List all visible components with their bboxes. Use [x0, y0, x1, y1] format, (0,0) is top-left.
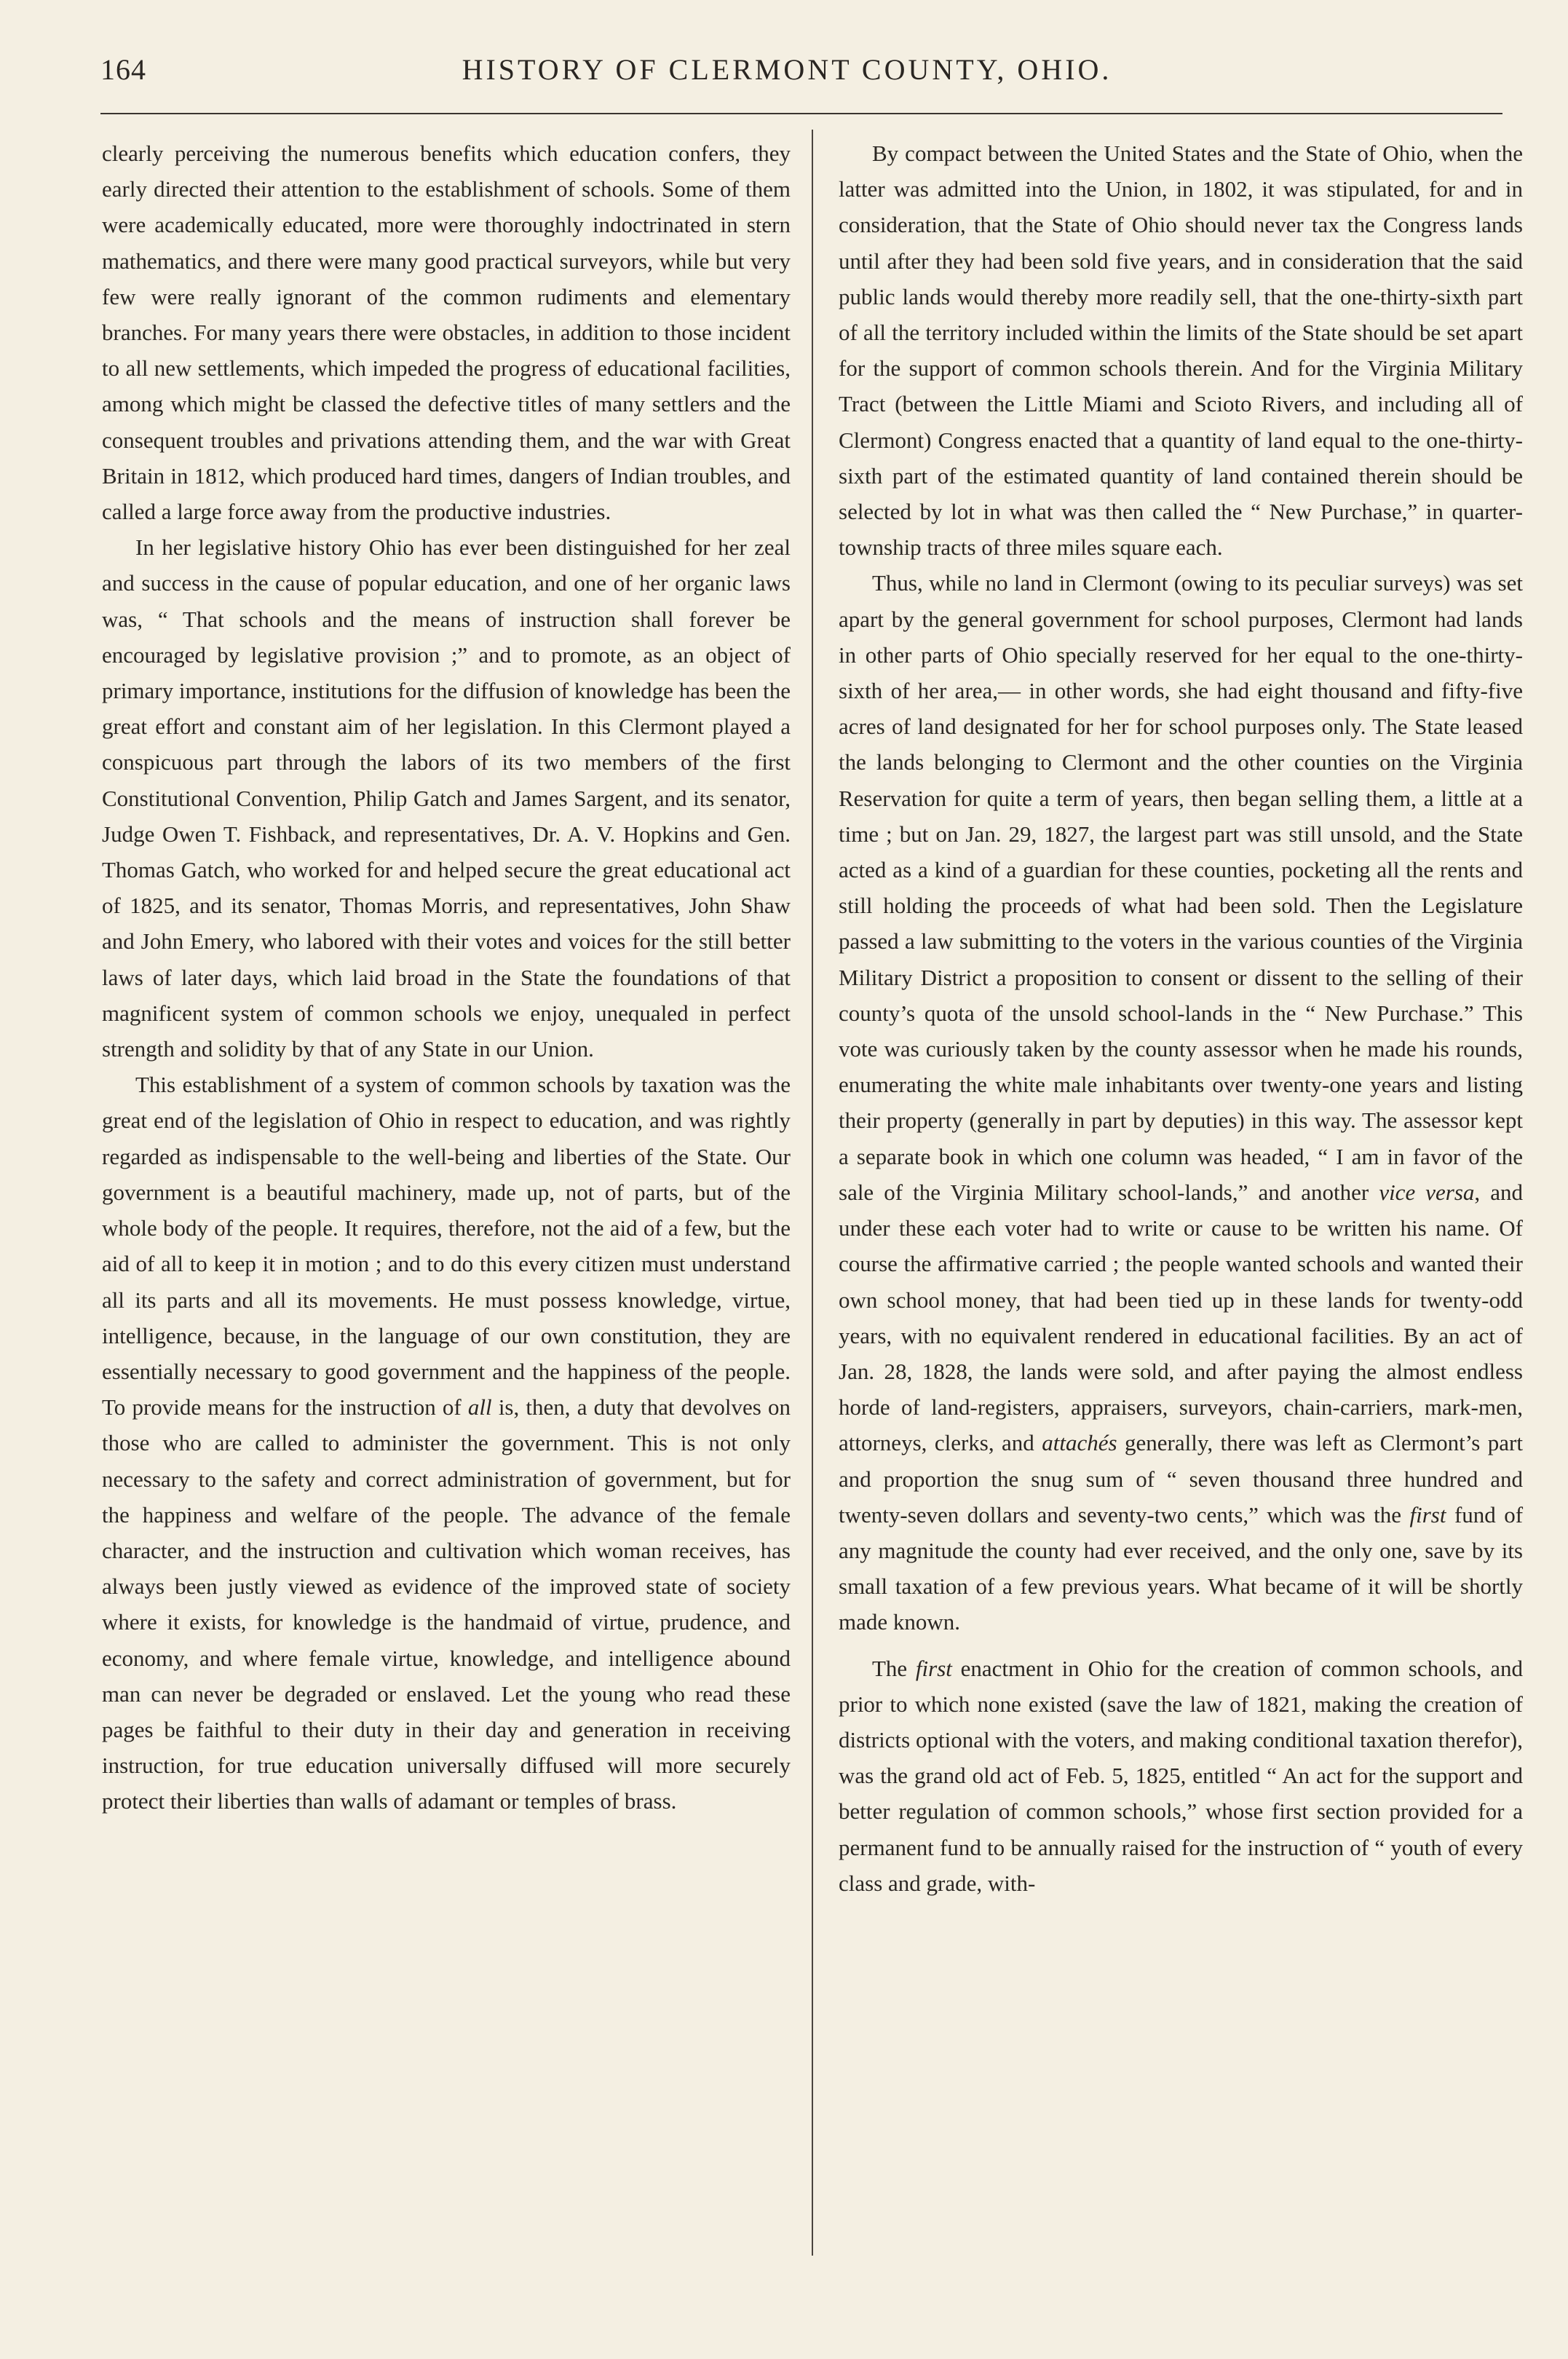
text-run: The	[872, 1655, 908, 1681]
running-head	[100, 52, 1473, 103]
header-rule	[100, 113, 1502, 114]
text-run: This establishment of a system of common schools by taxation was the great end of the legislation of Ohio in respect to education, and was rightly regarded as indispensable to the well-being and liberties of the State. Our government is a beautiful machinery, made up, not of parts, but of the whole body of the people. It requires, therefore, not the aid of a few, but the aid of all to keep it in motion ; and to do this every citizen must understand all its parts and all its movements. He must possess knowledge, virtue, intelligence, because, in the language of our own constitution, they are essentially necessary to good government and the happiness of the people. To provide means for the instruction of	[102, 1072, 791, 1420]
page-number: 164	[100, 53, 146, 86]
right-column	[839, 135, 1523, 1901]
italic-text: vice versa	[1379, 1179, 1475, 1205]
paragraph-compact-1802: By compact between the United States and the State of Ohio, when the latter was admitted into the Union, in 1802, it was stipulated, for and in consideration, that the State of Ohio should never tax the Congress lands until after they had been sold five years, and in consideration that the said public lands would thereby more readily sell, that the one-thirty-sixth part of all the territory included within the limits of the State should be set apart for the support of common schools therein. And for the Virginia Military Tract (between the Little Miami and Scioto Rivers, and including all of Clermont) Congress enacted that a quantity of land equal to the one-thirty-sixth part of the estimated quantity of land contained therein should be selected by lot in what was then called the “ New Purchase,” in quarter-township tracts of three miles square each.	[839, 141, 1523, 561]
text-run: , and under these each voter had to write or cause to be written his name. Of course the affirmative carried ; the people wanted schools and wanted their own school money, that had been tied up in these lands for twenty-odd years, with no equivalent rendered in educational facilities. By an act of Jan. 28, 1828, the lands were sold, and after paying the almost endless horde of land-registers, appraisers, surveyors, chain-carriers, mark-men, attorneys, clerks, and	[839, 1179, 1524, 1456]
italic-text: all	[467, 1394, 492, 1420]
column-divider	[812, 130, 813, 2256]
italic-text: first	[1409, 1501, 1446, 1528]
italic-text: first	[915, 1655, 952, 1681]
left-column	[102, 135, 791, 1819]
paragraph-education-benefits: clearly perceiving the numerous benefits which education confers, they early directed their attention to the establishment of schools. Some of them were academically educated, more were thoroughly indoctrinated in stern mathematics, and there were many good practical surveyors, while but very few were really ignorant of the common rudiments and elementary branches. For many years there were obstacles, in addition to those incident to all new settlements, which impeded the progress of educational facilities, among which might be classed the defective titles of many settlers and the consequent troubles and privations attending them, and the war with Great Britain in 1812, which produced hard times, dangers of Indian troubles, and called a large force away from the productive industries.	[102, 141, 791, 525]
paragraph-school-lands-sale	[839, 565, 1523, 1640]
paragraph-legislative-history: In her legislative history Ohio has ever been distinguished for her zeal and success in the cause of popular education, and one of her organic laws was, “ That schools and the means of instruction shall forever be encouraged by legislative provision ;” and to promote, as an object of primary importance, institutions for the diffusion of knowledge has been the great effort and constant aim of her legislation. In this Clermont played a conspicuous part through the labors of its two members of the first Constitutional Convention, Philip Gatch and James Sargent, and its senator, Judge Owen T. Fishback, and representatives, Dr. A. V. Hopkins and Gen. Thomas Gatch, who worked for and helped secure the great educational act of 1825, and its senator, Thomas Morris, and representatives, John Shaw and John Emery, who labored with their votes and voices for the still better laws of later days, which laid broad in the State the foundations of that magnificent system of common schools we enjoy, unequaled in perfect strength and solidity by that of any State in our Union.	[102, 534, 791, 1062]
paragraph-common-schools-system	[102, 1067, 791, 1819]
text-run: fund of any magnitude the county had ever received, and the only one, save by its small taxation of a few previous years. What became of it will be shortly made known.	[839, 1501, 1524, 1635]
italic-text: attachés	[1042, 1430, 1117, 1456]
text-run: Thus, while no land in Clermont (owing to its peculiar surveys) was set apart by the general government for school purposes, Clermont had lands in other parts of Ohio specially reserved for her equal to the one-thirty-sixth of her area,— in other words, she had eight thousand and fifty-five acres of land designated for her for school purposes only. The State leased the lands belonging to Clermont and the other counties on the Virginia Reservation for quite a term of years, then began selling them, a little at a time ; but on Jan. 29, 1827, the largest part was still unsold, and the State acted as a kind of a guardian for these counties, pocketing all the rents and still holding the proceeds of what had been sold. Then the Legislature passed a law submitting to the voters in the various counties of the Virginia Military District a proposition to consent or dissent to the selling of their county’s quota of the unsold school-lands in the “ New Purchase.” This vote was curiously taken by the county assessor when he made his rounds, enumerating the white male inhabitants over twenty-one years and listing their property (generally in part by deputies) in this way. The assessor kept a separate book in which one column was headed, “ I am in favor of the sale of the Virginia Military school-lands,” and another	[839, 570, 1523, 1205]
running-title: HISTORY OF CLERMONT COUNTY, OHIO.	[462, 53, 1112, 86]
text-run: is, then, a duty that devolves on those who are called to administer the government. This is not only necessary to the safety and correct administration of government, but for the happiness and welfare of the people. The advance of the female character, and the instruction and cultivation which woman receives, has always been justly viewed as evidence of the improved state of society where it exists, for knowledge is the handmaid of virtue, prudence, and economy, and where female virtue, knowledge, and intelligence abound man can never be degraded or enslaved. Let the young who read these pages be faithful to their duty in their day and generation in receiving instruction, for true education universally diffused will more securely protect their liberties than walls of adamant or temples of brass.	[102, 1394, 791, 1814]
text-run: enactment in Ohio for the creation of common schools, and prior to which none existed (save the law of 1821, making the creation of districts optional with the voters, and making conditional taxation therefor), was the grand old act of Feb. 5, 1825, entitled “ An act for the support and better regulation of common schools,” whose first section provided for a permanent fund to be annually raised for the instruction of “ youth of every class and grade, with-	[839, 1655, 1524, 1896]
text-run: generally, there was left as Clermont’s part and proportion the snug sum of “ seven thousand three hundred and twenty-seven dollars and seventy-two cents,” which was the	[839, 1430, 1523, 1528]
paragraph-first-enactment	[839, 1651, 1523, 1901]
